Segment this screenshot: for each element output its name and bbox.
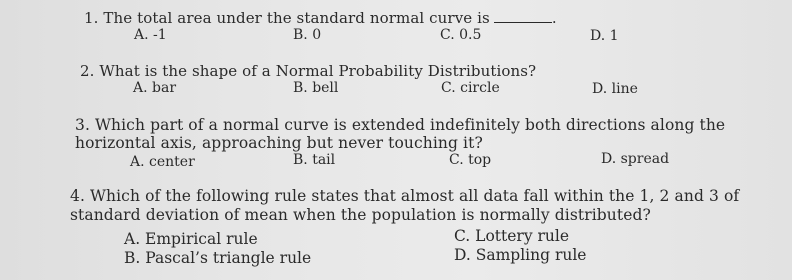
question-3-option-a: A. center [130,154,195,170]
question-3-option-d: D. spread [601,151,670,167]
question-1-period: . [551,9,557,27]
question-3-text-line-2: horizontal axis, approaching but never touching it? [75,134,483,152]
question-4-option-d: D. Sampling rule [454,246,587,264]
question-4-text-line-1: 4. Which of the following rule states that almost all data fall within the 1, 2 and 3 of [70,187,740,205]
question-2-text: 2. What is the shape of a Normal Probability Distributions? [80,62,537,80]
answer-blank [494,10,552,23]
question-1-text [84,9,557,27]
question-2-option-a: A. bar [133,80,177,96]
question-1-stem: 1. The total area under the standard normal curve is [84,9,490,27]
question-2-option-c: C. circle [441,80,500,96]
question-4-text-line-2: standard deviation of mean when the population is normally distributed? [70,206,651,224]
question-4-option-b: B. Pascal’s triangle rule [124,249,312,267]
question-3-text-line-1: 3. Which part of a normal curve is extended indefinitely both directions along the [75,116,726,134]
question-1-option-c: C. 0.5 [440,27,482,43]
question-3-option-c: C. top [449,152,492,168]
question-1-option-a: A. -1 [134,27,167,43]
question-2-option-d: D. line [592,81,638,97]
question-4-option-c: C. Lottery rule [454,227,570,245]
question-4-option-a: A. Empirical rule [124,230,258,248]
question-2-option-b: B. bell [293,80,339,96]
question-3-option-b: B. tail [293,152,336,168]
question-1-option-b: B. 0 [293,27,322,43]
question-1-option-d: D. 1 [590,28,619,44]
